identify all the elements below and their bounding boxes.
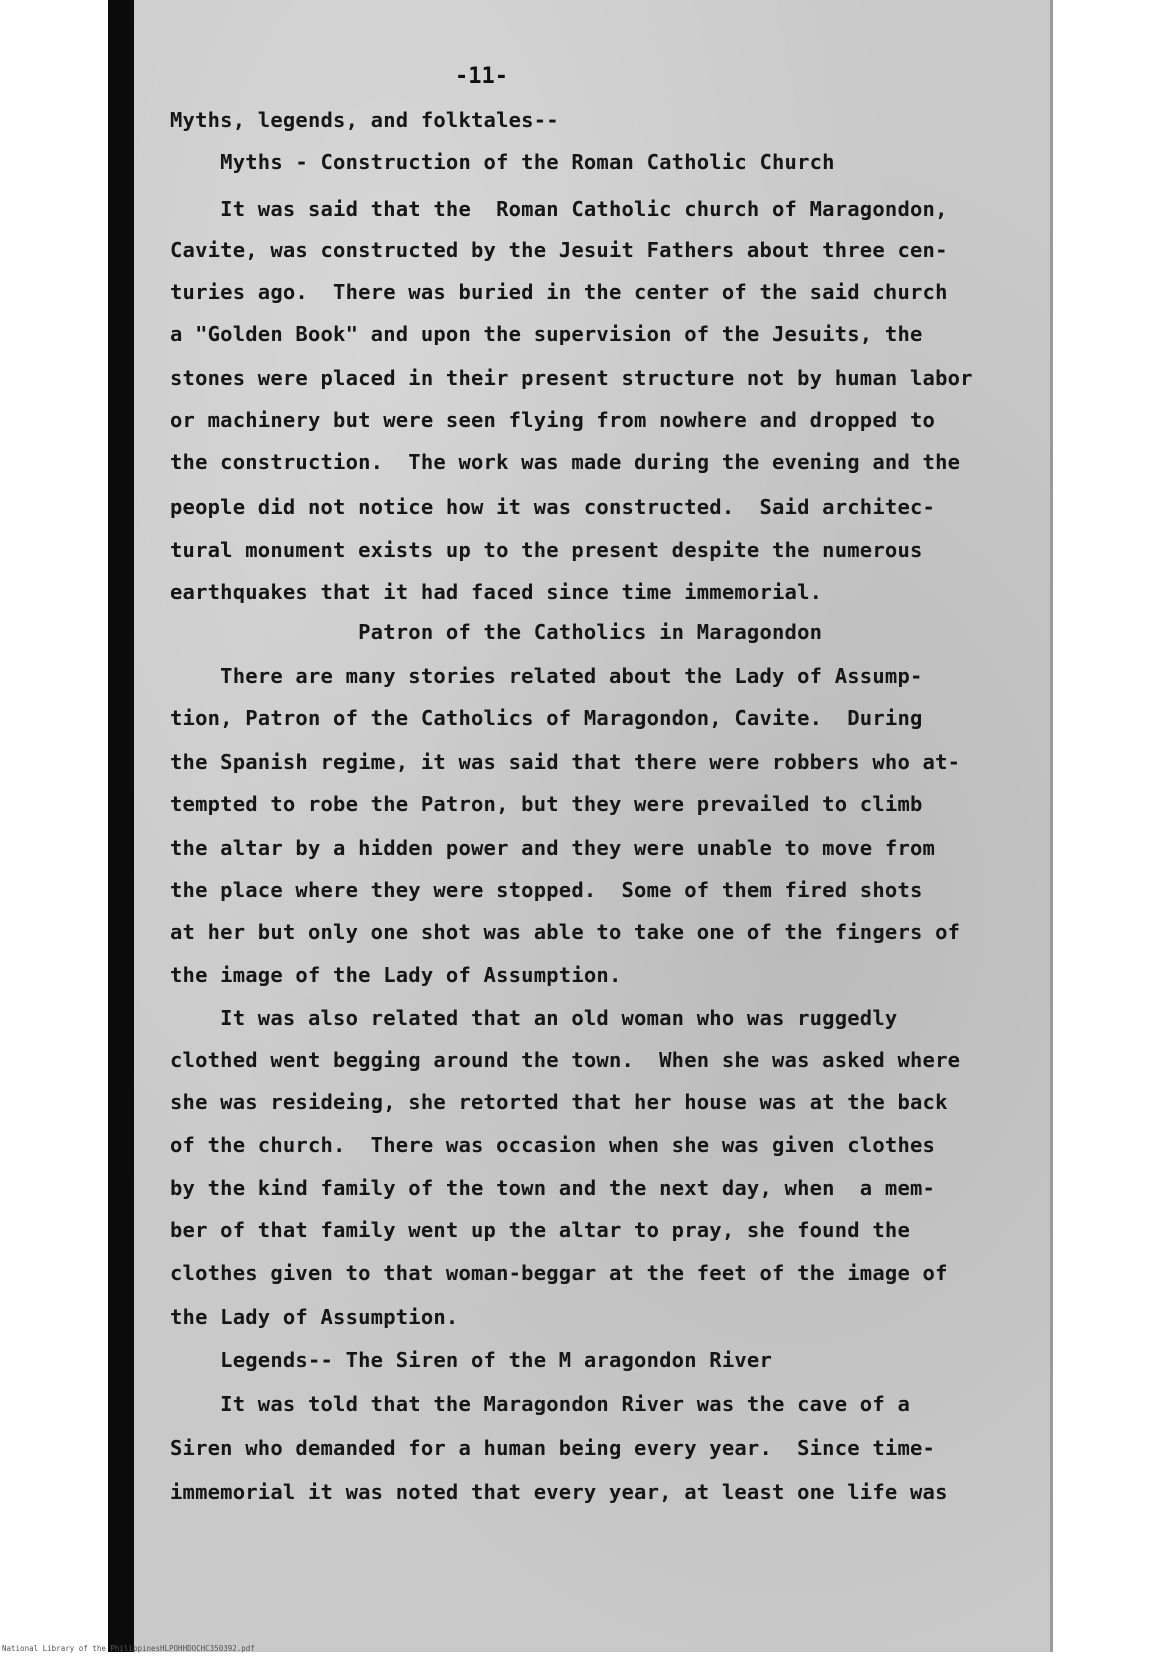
text-line: stones were placed in their present structure not by human labor bbox=[170, 366, 973, 390]
page-number: -11- bbox=[455, 64, 508, 89]
text-line: she was resideing, she retorted that her house was at the back bbox=[170, 1090, 948, 1114]
text-line: the Spanish regime, it was said that there were robbers who at- bbox=[170, 750, 961, 774]
text-line: Cavite, was constructed by the Jesuit Fathers about three cen- bbox=[170, 238, 948, 262]
text-line: ber of that family went up the altar to pray, she found the bbox=[170, 1218, 910, 1242]
text-line: the image of the Lady of Assumption. bbox=[170, 963, 622, 987]
text-line: the construction. The work was made during the evening and the bbox=[170, 450, 961, 474]
text-line: Patron of the Catholics in Maragondon bbox=[170, 620, 823, 644]
text-line: It was told that the Maragondon River was the cave of a bbox=[170, 1392, 910, 1416]
text-line: tural monument exists up to the present despite the numerous bbox=[170, 538, 923, 562]
text-line: at her but only one shot was able to take one of the fingers of bbox=[170, 920, 961, 944]
text-line: turies ago. There was buried in the center of the said church bbox=[170, 280, 948, 304]
page-right-edge bbox=[1050, 0, 1053, 1652]
text-line: immemorial it was noted that every year, at least one life was bbox=[170, 1480, 948, 1504]
text-line: earthquakes that it had faced since time immemorial. bbox=[170, 580, 823, 604]
text-line: There are many stories related about the Lady of Assump- bbox=[170, 664, 923, 688]
text-line: Legends-- The Siren of the M aragondon River bbox=[170, 1348, 773, 1372]
text-line: people did not notice how it was constructed. Said architec- bbox=[170, 495, 936, 519]
text-line: Myths - Construction of the Roman Catholic Church bbox=[170, 150, 835, 174]
text-line: by the kind family of the town and the next day, when a mem- bbox=[170, 1176, 936, 1200]
text-line: tempted to robe the Patron, but they were prevailed to climb bbox=[170, 792, 923, 816]
text-line: the place where they were stopped. Some of them fired shots bbox=[170, 878, 923, 902]
text-line: of the church. There was occasion when she was given clothes bbox=[170, 1133, 936, 1157]
text-line: the Lady of Assumption. bbox=[170, 1305, 459, 1329]
footer bbox=[0, 1641, 1165, 1658]
text-line: clothed went begging around the town. When she was asked where bbox=[170, 1048, 961, 1072]
text-line: It was also related that an old woman who was ruggedly bbox=[170, 1006, 898, 1030]
text-line: the altar by a hidden power and they were unable to move from bbox=[170, 836, 936, 860]
scan-binding-edge bbox=[108, 0, 134, 1652]
text-line: or machinery but were seen flying from nowhere and dropped to bbox=[170, 408, 936, 432]
text-line: a "Golden Book" and upon the supervision of the Jesuits, the bbox=[170, 322, 923, 346]
text-line: It was said that the Roman Catholic church of Maragondon, bbox=[170, 197, 948, 221]
text-line: clothes given to that woman-beggar at the feet of the image of bbox=[170, 1261, 948, 1285]
footer-library: National Library of the Philippines bbox=[2, 1644, 161, 1653]
footer-filename: HLPOHHDOCHC350392.pdf bbox=[160, 1644, 255, 1653]
text-line: Myths, legends, and folktales-- bbox=[170, 108, 559, 132]
text-line: Siren who demanded for a human being every year. Since time- bbox=[170, 1436, 936, 1460]
text-line: tion, Patron of the Catholics of Maragondon, Cavite. During bbox=[170, 706, 923, 730]
